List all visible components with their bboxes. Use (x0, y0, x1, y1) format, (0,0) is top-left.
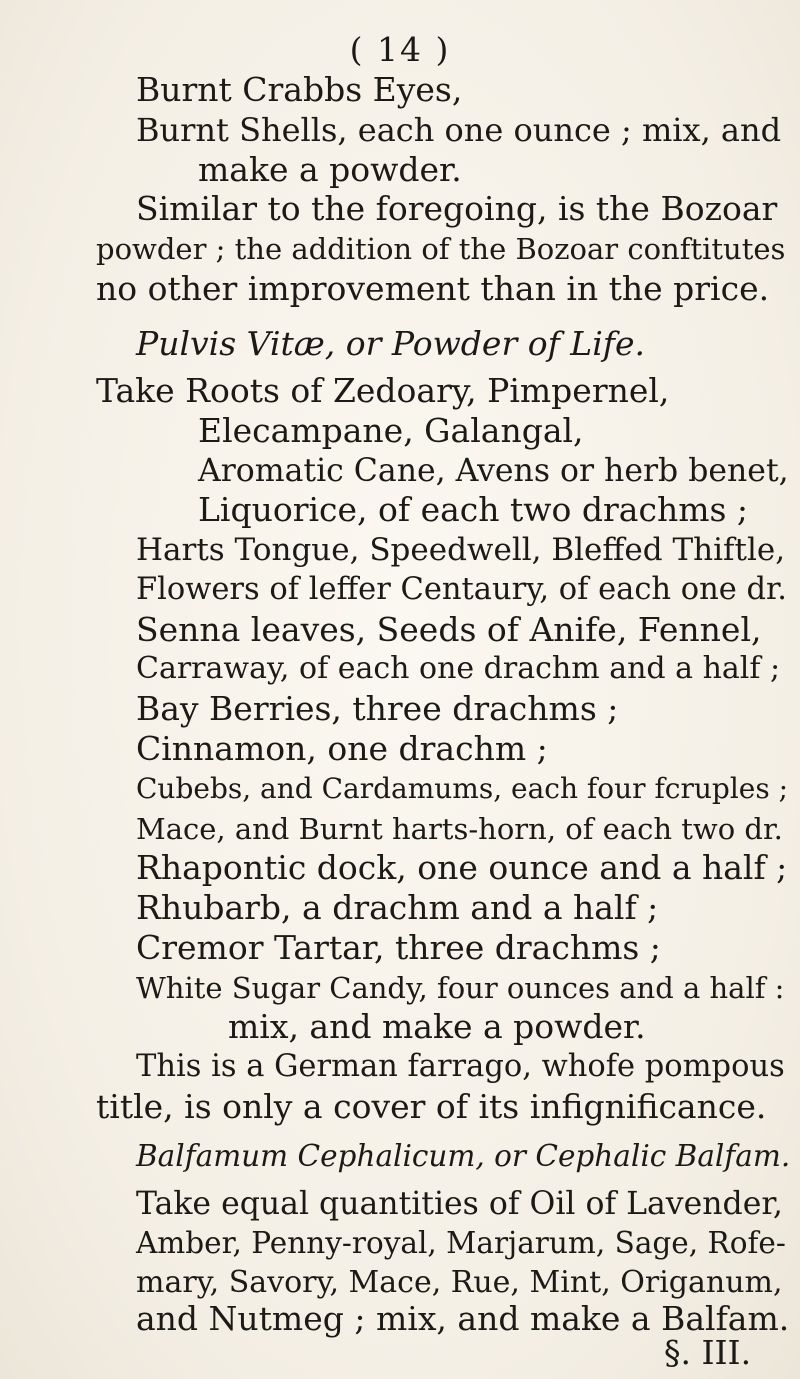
text-line: powder ; the addition of the Bozoar conftitutes (96, 232, 786, 267)
text-line: make a powder. (198, 149, 462, 189)
text-line: Rhubarb, a drachm and a half ; (136, 888, 659, 928)
text-line: Elecampane, Galangal, (198, 410, 584, 450)
text-line: Similar to the foregoing, is the Bozoar (136, 189, 778, 229)
section-heading: Pulvis Vitæ, or Powder of Life. (136, 323, 646, 363)
section-heading: Balfamum Cephalicum, or Cephalic Balfam. (136, 1139, 791, 1174)
text-line: Cubebs, and Cardamums, each four fcruples ; (136, 771, 789, 805)
page-number: ( 14 ) (349, 30, 451, 69)
text-line: no other improvement than in the price. (96, 268, 770, 308)
text-line: Burnt Crabbs Eyes, (136, 70, 463, 109)
text-line: Carraway, of each one drachm and a half ; (136, 651, 781, 687)
text-line: Cinnamon, one drachm ; (136, 729, 548, 769)
text-line: mary, Savory, Mace, Rue, Mint, Origanum, (136, 1265, 783, 1301)
text-line: mix, and make a powder. (228, 1007, 646, 1047)
text-line: Burnt Shells, each one ounce ; mix, and (136, 110, 782, 149)
text-line: title, is only a cover of its infignificance. (96, 1086, 767, 1126)
text-line: This is a German farrago, whofe pompous (136, 1049, 785, 1085)
text-line: Liquorice, of each two drachms ; (198, 490, 749, 530)
text-line: Harts Tongue, Speedwell, Bleffed Thiftle, (136, 532, 786, 569)
text-line: Take Roots of Zedoary, Pimpernel, (96, 371, 670, 411)
text-line: Mace, and Burnt harts-horn, of each two dr. (136, 811, 783, 846)
text-line: Rhapontic dock, one ounce and a half ; (136, 848, 788, 888)
section-marker: §. III. (664, 1333, 752, 1373)
text-line: and Nutmeg ; mix, and make a Balfam. (136, 1299, 790, 1339)
text-line: White Sugar Candy, four ounces and a half : (136, 970, 785, 1005)
text-line: Senna leaves, Seeds of Anife, Fennel, (136, 609, 762, 649)
text-line: Aromatic Cane, Avens or herb benet, (198, 452, 789, 489)
text-line: Bay Berries, three drachms ; (136, 689, 619, 729)
text-line: Cremor Tartar, three drachms ; (136, 927, 661, 967)
text-line: Amber, Penny-royal, Marjarum, Sage, Rofe- (136, 1226, 786, 1261)
text-line: Flowers of leffer Centaury, of each one dr. (136, 571, 787, 607)
text-line: Take equal quantities of Oil of Lavender, (136, 1185, 783, 1222)
